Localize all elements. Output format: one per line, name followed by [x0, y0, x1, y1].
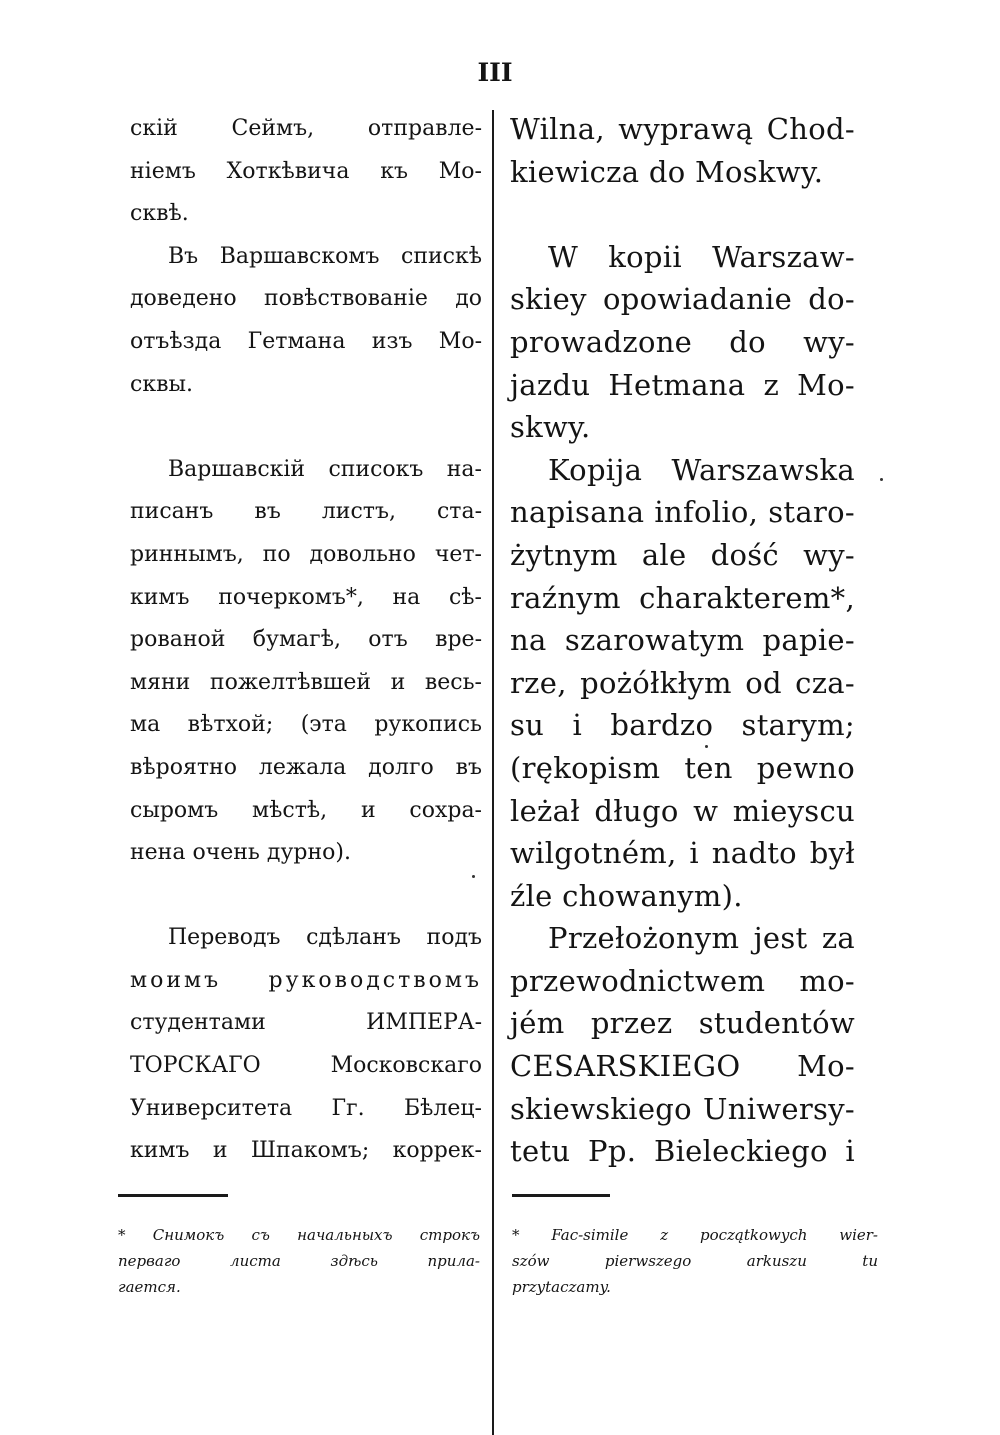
text-line: Kopija Warszawska: [548, 452, 855, 487]
text-line: писанъ въ листъ, ста-: [130, 499, 482, 525]
text-line: W kopii Warszaw-: [548, 239, 855, 274]
footnote-line: * Fac-simile z początkowych wier-: [512, 1226, 878, 1244]
text-line: Przełożonym jest za: [548, 921, 855, 956]
text-line: żytnym ale dość wy-: [510, 537, 855, 572]
text-line: (rękopism ten pewno: [510, 750, 855, 785]
text-line: скій Сеймъ, отправле-: [130, 116, 482, 141]
text-line: рованой бумагѣ, отъ вре-: [130, 627, 482, 653]
text-line: przewodnictwem mo-: [510, 963, 855, 998]
footnote-rule-right: [512, 1194, 610, 1197]
text-line: jazdu Hetmana z Mo-: [510, 367, 855, 402]
text-line: źle chowanym).: [510, 878, 743, 913]
text-line: prowadzone do wy-: [510, 324, 855, 359]
text-line: raźnym charakterem*,: [510, 580, 855, 615]
column-divider: [492, 110, 494, 1435]
left-column-russian: [130, 108, 482, 1173]
text-line: leżał długo w mieyscu: [510, 793, 855, 828]
text-line: Варшавскій списокъ на-: [168, 456, 482, 482]
text-line: napisana infolio, staro-: [510, 495, 855, 530]
text-line: мяни пожелтѣвшей и весь-: [130, 669, 482, 695]
footnote-right: [512, 1222, 878, 1300]
text-line: jém przez studentów: [510, 1006, 855, 1041]
text-line: ма вѣтхой; (эта рукопись: [130, 712, 482, 738]
print-speck: [705, 745, 708, 748]
text-line: вѣроятно лежала долго въ: [130, 754, 482, 780]
blank-line: [130, 875, 482, 918]
text-line: skwy.: [510, 410, 591, 445]
blank-line: [510, 193, 855, 236]
text-line: skiewskiego Uniwersy-: [510, 1091, 855, 1126]
text-line: Wilna, wyprawą Chod-: [510, 112, 855, 146]
text-line: кимъ и Шпакомъ; коррек-: [130, 1138, 482, 1164]
footnote-line: szów pierwszego arkuszu tu: [512, 1252, 878, 1270]
text-line: моимъ руководствомъ: [130, 967, 482, 993]
text-line: сквы.: [130, 371, 193, 397]
footnote-line: przytaczamy.: [512, 1278, 611, 1296]
text-line: CESARSKIEGO Mo-: [510, 1049, 855, 1084]
text-line: Въ Варшавскомъ спискѣ: [168, 243, 482, 269]
text-line: Переводъ сдѣланъ подъ: [168, 925, 482, 951]
text-line: риннымъ, по довольно чет-: [130, 541, 482, 567]
right-column-polish: [510, 108, 855, 1173]
footnote-line: * Снимокъ съ начальныхъ строкъ: [118, 1226, 480, 1244]
footnote-line: гается.: [118, 1278, 181, 1296]
text-line: отъѣзда Гетмана изъ Мо-: [130, 328, 482, 354]
text-line: su i bardzo starym;: [510, 708, 855, 743]
text-line: нена очень дурно).: [130, 840, 351, 866]
blank-line: [130, 406, 482, 449]
text-line: студентами ИМПЕРА-: [130, 1010, 482, 1036]
text-line: Университета Гг. Бѣлец-: [130, 1095, 482, 1121]
text-line: ТОРСКАГО Московскаго: [130, 1053, 482, 1079]
footnote-line: перваго листа здѣсь прила-: [118, 1252, 480, 1270]
text-line: доведено повѣствованіе до: [130, 286, 482, 312]
text-line: сквѣ.: [130, 201, 189, 227]
text-line: ніемъ Хоткѣвича къ Мо-: [130, 158, 482, 184]
text-line: кимъ почеркомъ*, на сѣ-: [130, 584, 482, 610]
text-line: na szarowatym papie-: [510, 623, 855, 658]
text-line: kiewicza do Moskwy.: [510, 154, 824, 189]
print-speck: [880, 478, 883, 481]
text-line: skiey opowiadanie do-: [510, 282, 855, 317]
text-line: rze, pożółkłym od cza-: [510, 665, 855, 700]
text-line: сыромъ мѣстѣ, и сохра-: [130, 797, 482, 823]
text-line: wilgotném, i nadto był: [510, 836, 855, 871]
footnote-rule-left: [118, 1194, 228, 1197]
print-speck: [472, 875, 475, 878]
footnote-left: [118, 1222, 480, 1300]
text-line: tetu Pp. Bieleckiego i: [510, 1134, 855, 1169]
page-number: III: [477, 58, 513, 87]
